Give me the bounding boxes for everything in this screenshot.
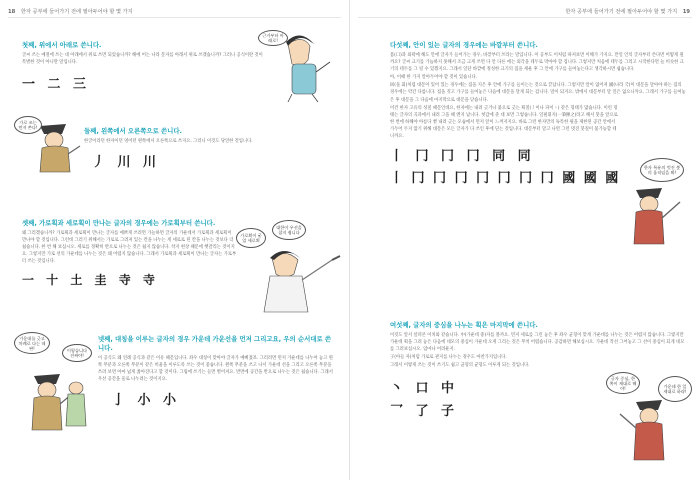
- section-first-title: 첫째, 위에서 아래로 쓴니다.: [22, 41, 102, 49]
- section-fifth-body-2: 아, 이때 한 가지 알아두어야 할 것이 있습니다.: [390, 75, 478, 81]
- left-header: [8, 8, 133, 15]
- section-fourth-strokes: 亅 小 小: [112, 393, 181, 409]
- right-header: [565, 8, 690, 15]
- left-page-number: 18: [8, 9, 16, 15]
- section-first-body: 글씨 쓰는 예절에 쓰는 대 아래에서 위로 쓰면 되었습니까? 해에 어는 나라 문자를 아래서 위로 쓰겠습니까? 그러니 공식이란 것이 특별한 것이 아니란 말입니다.: [22, 53, 263, 66]
- section-fifth-body: 몸(口)과 외곽에 해도 안에 글자가 들어가는 경우, 바깥부터 쓰라는 말입니다. 이 공부도 이처럼 따져보면 이해가 가지요. 만일 안의 글자부터 쓴다면 어떻게 될까요? 글씨 크기를 가늠하지 못해서 조금 크게 쓰면 다 안 다른 에는 외각을 테두로 막아야 할 겁니다. 그렇지만 처음에 테두를 그리고 시작한다면 늘 비슷한 크기의 테두를 그 릴 수 있겠지요. 그래서 일단 바깥에 정성한 크기의 집을 세운 후 그 안에 가구를 들여놓는다고 생각하시면 쉽습니다.: [390, 53, 684, 73]
- section-fifth-body-4: 이건 한자 고유의 성질 때문인데요, 한자에는 내려 긋거나 붙으로 긋는 획칠(丿이나 파이丶) 같은 형태가 많습니다. 이런 형태는 글자의 곡과에서 내려 그을 때 엔지 납니다. 첫감에 준 대 보면 그렇습니다. 일필휘지(一筆揮之)라고 해서 붓을 앞으로 한 번에 하해야 아름다 뻗 내려 긋는 모습에서 먼저 앞이 느껴지지요. 바로 그런 한자만의 독특한 필을 제한된 공간 안에서 가두어 두지 않기 위해 대문은 모든 글자가 다 쓰인 후에 단는 것입니다. 대문부터 달고 나면 그런 멋진 붓질이 불가능할 테니까요.: [390, 105, 618, 140]
- section-third-strokes: 一 十 土 圭 寺 寺: [22, 273, 159, 288]
- speech-bubble-5: 가운데를 긋고 차례로 다는 데판!: [14, 332, 50, 354]
- right-header-divider: [358, 17, 692, 18]
- section-fourth: [98, 334, 334, 408]
- speech-bubble-1: 근거부터 아래로!: [258, 30, 288, 46]
- section-sixth-strokes-2: 乛 了 子: [390, 404, 459, 420]
- speech-bubble-2: 가로 쓰는 먼저 쓴다!: [14, 116, 42, 134]
- section-third-title: 셋째, 가로획과 세로획이 만나는 글자의 경우에는 가로획부터 쓴니다.: [22, 219, 216, 227]
- speech-bubble-7: 한자 특유의 멋진 붓의 움직임을 봐!: [640, 158, 684, 182]
- section-sixth-strokes-1: 丶 口 中: [390, 381, 459, 397]
- section-fifth-strokes-1: 丨 冂 冂 冂 同 同: [390, 149, 535, 165]
- right-page: [350, 0, 700, 480]
- right-header-title: 한자 공부에 들어가기 전에 필아두어야 할 몇 가지: [565, 9, 678, 15]
- section-fifth-strokes-2: 丨 冂 冂 冂 冂 冂 冂 冂 國 國 國: [390, 171, 621, 187]
- section-sixth-body-2: 子(아들 자)처럼 가로로 관지를 나누는 경우도 마찬가지입니다.: [390, 355, 507, 361]
- speech-bubble-3: 가로획이 굳었 세로획: [236, 228, 266, 248]
- warrior-illustration-1: [14, 112, 84, 182]
- section-sixth-body: 이것도 앞서 살펴본 이치와 같습니다. 中(가운데 중)자를 볼까요. 먼저 세로를 그린 놓은 후 좌우 균형이 맞게 가운데를 나누는 것은 어렵지 않습니다. 그렇지만 가운데 획을 그려 놓은 다음에 네모의 중심이 가운데 오게 그리는 것은 무척 어렵습니다. 공감하면 해보십시오. 가운데 작선 그어놓고 그 선이 중심이 되게 네모를 그려보십시오. 엄마나 어려운지.: [390, 333, 685, 353]
- left-header-title: 한자 공부에 들어가기 전에 필아두어야 할 몇 가지: [20, 9, 133, 15]
- warrior-illustration-4: [606, 366, 696, 466]
- scholar-illustration-2: [236, 220, 346, 320]
- section-fifth-body-3: 回(돌 회)처럼 대문이 있어 있는 경우에는 집을 지은 후 안에 가구를 들이는는 것으로 끝납니다. 그렇지만 앞이 없어져 國(나라 국)이 대문을 달아야 하는 집의 경우에는 약간 다릅니다. 집을 짓고 가구를 들여놓은 다음에 대문을 달게 되는 겁니다. 말이 되지요. 밖에서 대문부터 달 일은 없으니까요. 그래서 가구를 들여놓은 후 대문을 그 다음에 마지막으로 대문을 닫습니다.: [390, 83, 686, 103]
- speech-bubble-6: 이렇습니다 진짜야!: [62, 344, 92, 362]
- section-first: [22, 40, 267, 92]
- section-first-strokes: 一 二 三: [22, 77, 91, 93]
- section-fifth-title: 다섯째, 안이 있는 글자의 경우에는 바깥부터 쓴니다.: [390, 41, 538, 49]
- speech-bubble-9: 가운데 한 일 제대로 하랴!: [658, 376, 692, 402]
- warrior-illustration-2: [14, 330, 94, 440]
- section-sixth-body-3: 그래서 이렇게 쓰는 것이 쓰기도 쉽고 균형의 균형도 이루게 되는 것입니다.: [390, 363, 530, 369]
- speech-bubble-4: 대한이 우선을 잡지 쉽니다: [272, 220, 306, 240]
- section-second-title: 둘째, 왼쪽에서 오른쪽으로 쓴니다.: [84, 127, 182, 135]
- speech-bubble-8: 글자 중심, 한 쪽이 제대로 해야!: [606, 372, 640, 394]
- section-fourth-body: 이 공식도 왜 연례 공식과 같은 이유 때문입니다. 좌우 대칭이 맞아야 글자가 예뻐졌죠. 그러려면 먼저 가운데를 나누어 놓고 왼쪽 무분과 오른쪽 무분이 같은 비율을 이루도록 쓰는 것이 좋습니다. 왼쪽 무분을 쓰고 나서 가운데 선을 그리고 오른쪽 무분을 쓰려 보면 아마 넓게 좁아진다고 할 것이다. 그림에 쓰기는 들면 별어져요. 반면에 공간을 반으로 나누는 것은 쉽습니다. 그래서 우선 공간을 둘로 나누려는 것이지요.: [98, 356, 333, 383]
- section-second-body: 한글이라던 한자이던 영어던 왼쪽에서 오른쪽으로 쓰지요. 그러니 이것도 당연한 것입니다.: [84, 139, 253, 144]
- scholar-illustration-1: [248, 24, 338, 104]
- section-second-strokes: 丿 川 川: [92, 155, 161, 171]
- right-page-number: 19: [682, 9, 690, 15]
- section-fourth-title: 넷째, 대칭을 이루는 글자의 경우 가운데 가운선을 먼저 그리고요, 우의 순서대로 쓴니다.: [98, 335, 332, 352]
- section-third: [22, 218, 237, 288]
- section-second: [84, 126, 334, 170]
- left-header-divider: [8, 17, 341, 18]
- section-third-body: 왜 그러겠습니까? 가로획과 세로획이 만나는 글자를 예쁘게 쓰려면 가늘하면 글자의 가운데서 가로획과 세로획이 만나야 할 것입니다. 그런데 그러기 위해서는 가로로 그려져 있는 칸을 나누는 게 세로로 된 칸을 나누는 것보다 더 쉽습니다. 한 번 해 보십시오. 세로를 정확히 반으로 나누는 것은 쉽지 않습니다. 착지 현상 때문에 헷갈리는 것이지요. 그렇지만 가로 선의 가운데를 나누는 것은 꽤 어렵지 않습니다. 그래서 가로획과 세로획이 만나는 글자는 가로부터 쓰는 것입니다.: [22, 231, 237, 265]
- section-sixth-title: 여섯째, 글자의 중심을 나누는 획은 마지막에 쓴니다.: [390, 321, 538, 329]
- warrior-illustration-3: [618, 158, 696, 248]
